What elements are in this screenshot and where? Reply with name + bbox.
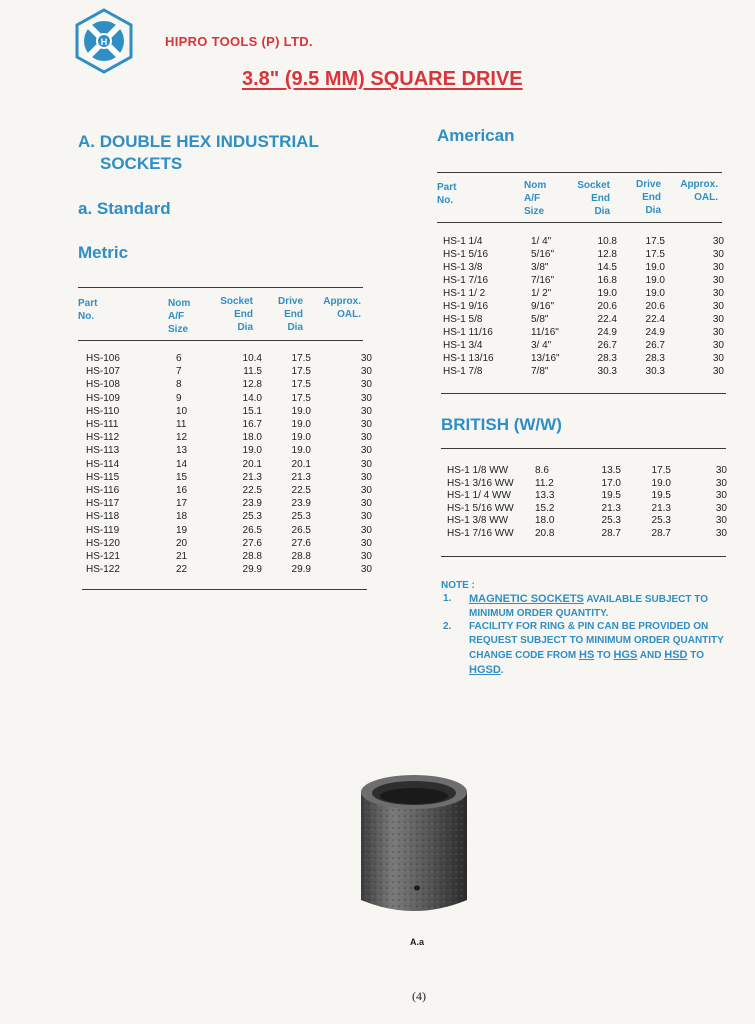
american-title: American [437, 126, 515, 145]
cell-socket: 30.3 [597, 366, 617, 377]
cell-drive: 17.5 [645, 236, 665, 247]
table-row [447, 489, 732, 502]
table-row [447, 464, 732, 477]
cell-nom: 5/8" [531, 314, 549, 325]
american-header-part: Part No. [437, 182, 457, 206]
cell-nom: 8.6 [535, 465, 549, 476]
cell-part: HS-113 [86, 445, 120, 457]
cell-drive: 19.0 [651, 477, 671, 489]
cell-socket: 26.7 [597, 340, 617, 351]
table-row [86, 550, 376, 563]
metric-top-rule [78, 287, 363, 288]
cell-socket: 14.5 [597, 262, 617, 273]
cell-socket: 19.5 [601, 490, 621, 501]
cell-drive: 28.7 [651, 527, 671, 539]
american-header-nom: Nom A/F Size [524, 180, 547, 217]
cell-oal: 30 [360, 498, 372, 510]
cell-part: HS-1 5/8 [443, 314, 483, 325]
cell-socket: 12.8 [242, 379, 262, 391]
cell-nom: 16 [176, 485, 188, 496]
cell-nom: 21 [176, 551, 188, 562]
cell-oal: 30 [712, 340, 724, 351]
cell-drive: 19.0 [645, 288, 665, 299]
cell-drive: 29.9 [291, 564, 311, 576]
section-heading [78, 131, 319, 175]
cell-socket: 19.0 [242, 445, 262, 457]
cell-nom: 9/16" [531, 301, 555, 312]
cell-part: HS-122 [86, 564, 120, 576]
cell-part: HS-110 [86, 405, 120, 417]
table-row [86, 537, 376, 550]
cell-oal: 30 [712, 275, 724, 286]
table-row [86, 524, 376, 537]
table-row [447, 477, 732, 490]
cell-oal: 30 [360, 485, 372, 496]
table-row [443, 352, 728, 365]
american-header-socket: Socket End Dia [577, 180, 610, 217]
cell-nom: 1/ 2" [531, 288, 552, 299]
cell-nom: 17 [176, 498, 188, 510]
cell-part: HS-106 [86, 353, 120, 364]
cell-drive: 22.5 [291, 485, 311, 496]
cell-part: HS-116 [86, 485, 120, 496]
table-row [447, 527, 732, 540]
cell-socket: 14.0 [242, 392, 262, 404]
cell-oal: 30 [715, 502, 727, 514]
cell-socket: 11.5 [243, 366, 262, 378]
cell-drive: 17.5 [291, 392, 311, 404]
cell-drive: 19.5 [651, 490, 671, 501]
american-bottom-rule [441, 393, 726, 394]
cell-part: HS-120 [86, 537, 120, 549]
cell-socket: 28.3 [597, 353, 617, 364]
cell-socket: 21.3 [601, 502, 621, 514]
cell-socket: 21.3 [242, 471, 262, 483]
table-row [86, 444, 376, 457]
american-header-rule [437, 222, 722, 223]
cell-nom: 7/16" [531, 275, 555, 286]
cell-part: HS-1 1/4 [443, 236, 483, 247]
cell-nom: 11.2 [535, 477, 554, 489]
cell-socket: 10.8 [597, 236, 617, 247]
section-heading-line1: A. DOUBLE HEX INDUSTRIAL [78, 132, 319, 151]
cell-part: HS-1 5/16 WW [447, 502, 514, 514]
american-top-rule [437, 172, 722, 173]
metric-header-drive: Drive End Dia [277, 296, 303, 333]
cell-part: HS-1 9/16 [443, 301, 489, 312]
cell-socket: 29.9 [242, 564, 262, 576]
magnetic-sockets-link: MAGNETIC SOCKETS [469, 593, 584, 605]
cell-drive: 19.0 [291, 445, 311, 457]
cell-drive: 25.3 [651, 515, 671, 526]
cell-part: HS-1 3/16 WW [447, 477, 514, 489]
cell-nom: 11/16" [531, 327, 559, 338]
cell-oal: 30 [360, 366, 372, 378]
cell-nom: 19 [176, 524, 188, 536]
cell-socket: 28.8 [242, 551, 262, 562]
cell-part: HS-111 [86, 419, 119, 430]
table-row [443, 287, 728, 300]
cell-part: HS-121 [86, 551, 120, 562]
cell-nom: 15.2 [535, 502, 555, 514]
cell-oal: 30 [712, 288, 724, 299]
cell-oal: 30 [715, 465, 727, 476]
subheading-standard: a. Standard [78, 199, 171, 218]
cell-drive: 19.0 [291, 419, 311, 430]
cell-socket: 22.5 [242, 485, 262, 496]
cell-socket: 28.7 [601, 527, 621, 539]
cell-socket: 19.0 [597, 288, 617, 299]
cell-drive: 19.0 [291, 432, 311, 444]
metric-header-socket: Socket End Dia [220, 296, 253, 333]
cell-oal: 30 [715, 490, 727, 501]
cell-nom: 20.8 [535, 527, 555, 539]
american-header-oal: Approx. OAL. [680, 179, 718, 203]
figure-caption: A.a [410, 937, 425, 947]
cell-drive: 21.3 [291, 471, 311, 483]
table-row [86, 458, 376, 471]
cell-part: HS-108 [86, 379, 120, 391]
cell-socket: 15.1 [242, 405, 262, 417]
cell-nom: 13.3 [535, 490, 555, 501]
note-label: NOTE : [441, 580, 475, 591]
cell-socket: 16.8 [597, 275, 617, 286]
cell-oal: 30 [712, 236, 724, 247]
cell-oal: 30 [360, 353, 372, 364]
metric-title: Metric [78, 243, 129, 262]
cell-part: HS-1 1/8 WW [447, 465, 509, 476]
cell-socket: 16.7 [242, 419, 262, 430]
table-row [86, 563, 376, 576]
cell-drive: 17.5 [651, 465, 671, 476]
cell-drive: 26.5 [291, 524, 311, 536]
table-row [443, 235, 728, 248]
cell-socket: 23.9 [242, 498, 262, 510]
metric-header-rule [78, 340, 363, 341]
cell-part: HS-1 7/16 WW [447, 527, 514, 539]
table-row [86, 418, 376, 431]
cell-socket: 25.3 [601, 515, 621, 526]
cell-part: HS-118 [86, 511, 120, 523]
cell-socket: 25.3 [242, 511, 262, 523]
table-row [443, 313, 728, 326]
table-row [86, 365, 376, 378]
cell-part: HS-1 1/ 2 [443, 288, 486, 299]
cell-drive: 20.6 [645, 301, 665, 312]
table-row [86, 392, 376, 405]
cell-socket: 20.1 [242, 458, 262, 470]
cell-nom: 14 [176, 458, 188, 470]
cell-part: HS-112 [86, 432, 120, 444]
cell-part: HS-1 11/16 [443, 327, 493, 338]
cell-part: HS-119 [86, 524, 120, 536]
page-number: (4) [412, 989, 426, 1003]
cell-oal: 30 [712, 262, 724, 273]
cell-oal: 30 [712, 301, 724, 312]
cell-part: HS-1 3/8 [443, 262, 483, 273]
table-row [443, 300, 728, 313]
cell-nom: 1/ 4" [531, 236, 552, 247]
cell-oal: 30 [360, 392, 372, 404]
cell-oal: 30 [715, 515, 727, 526]
cell-drive: 17.5 [291, 366, 311, 378]
page-title: 3.8" (9.5 MM) SQUARE DRIVE [242, 68, 523, 90]
cell-nom: 9 [176, 392, 182, 404]
table-row [86, 378, 376, 391]
cell-part: HS-1 7/8 [443, 366, 483, 377]
cell-nom: 13/16" [531, 353, 560, 364]
cell-drive: 19.0 [645, 275, 665, 286]
cell-drive: 21.3 [651, 502, 671, 514]
cell-nom: 13 [176, 445, 188, 457]
section-heading-line2: SOCKETS [100, 154, 183, 173]
company-name: HIPRO TOOLS (P) LTD. [165, 34, 313, 49]
table-row [443, 261, 728, 274]
british-bottom-rule [441, 556, 726, 557]
table-row [447, 514, 732, 527]
table-row [86, 484, 376, 497]
cell-drive: 17.5 [291, 353, 311, 364]
cell-oal: 30 [360, 458, 372, 470]
table-row [443, 326, 728, 339]
cell-socket: 20.6 [597, 301, 617, 312]
cell-nom: 18 [176, 511, 188, 523]
cell-socket: 22.4 [597, 314, 617, 325]
cell-oal: 30 [712, 353, 724, 364]
table-row [86, 352, 376, 365]
cell-part: HS-115 [86, 471, 120, 483]
table-row [86, 497, 376, 510]
table-row [443, 339, 728, 352]
cell-nom: 3/8" [531, 262, 549, 273]
cell-nom: 5/16" [531, 249, 555, 260]
cell-part: HS-107 [86, 366, 120, 378]
metric-header-nom: Nom A/F Size [168, 298, 191, 335]
cell-nom: 8 [176, 379, 182, 391]
cell-drive: 26.7 [645, 340, 665, 351]
svg-text:H: H [100, 37, 108, 47]
cell-oal: 30 [712, 314, 724, 325]
table-row [86, 510, 376, 523]
metric-header-part: Part No. [78, 298, 98, 322]
cell-oal: 30 [715, 477, 727, 489]
cell-oal: 30 [360, 445, 372, 457]
cell-drive: 30.3 [645, 366, 665, 377]
cell-nom: 7/8" [531, 366, 549, 377]
cell-part: HS-1 3/4 [443, 340, 483, 351]
cell-drive: 20.1 [291, 458, 311, 470]
cell-drive: 28.8 [291, 551, 311, 562]
cell-socket: 13.5 [601, 465, 621, 476]
cell-part: HS-109 [86, 392, 120, 404]
cell-socket: 18.0 [242, 432, 262, 444]
cell-socket: 24.9 [597, 327, 617, 338]
cell-nom: 7 [176, 366, 182, 378]
note-2: 2. FACILITY FOR RING & PIN CAN BE PROVIDED ON REQUEST SUBJECT TO MINIMUM ORDER QUANTITY CHANGE CODE FROM HS TO HGS AND HSD TO HGSD. [443, 621, 724, 676]
cell-socket: 12.8 [597, 249, 617, 260]
cell-oal: 30 [712, 327, 724, 338]
table-row [443, 248, 728, 261]
note-1: 1. MAGNETIC SOCKETS AVAILABLE SUBJECT TO MINIMUM ORDER QUANTITY. [443, 593, 708, 619]
table-row [447, 502, 732, 515]
table-row [86, 431, 376, 444]
british-title: BRITISH (W/W) [441, 415, 562, 434]
cell-nom: 3/ 4" [531, 340, 552, 351]
cell-oal: 30 [712, 249, 724, 260]
table-row [443, 274, 728, 287]
socket-photo-icon [355, 772, 473, 920]
metric-header-oal: Approx. OAL. [323, 296, 361, 320]
american-header-drive: Drive End Dia [635, 179, 661, 216]
cell-oal: 30 [360, 524, 372, 536]
cell-part: HS-1 1/ 4 WW [447, 490, 511, 501]
cell-drive: 19.0 [645, 262, 665, 273]
cell-drive: 19.0 [291, 405, 311, 417]
cell-drive: 27.6 [291, 537, 311, 549]
cell-socket: 27.6 [242, 537, 262, 549]
cell-nom: 18.0 [535, 515, 555, 526]
cell-part: HS-117 [86, 498, 120, 510]
cell-oal: 30 [360, 471, 372, 483]
cell-oal: 30 [712, 366, 724, 377]
metric-bottom-rule [82, 589, 367, 590]
cell-oal: 30 [360, 379, 372, 391]
cell-oal: 30 [360, 564, 372, 576]
cell-nom: 6 [176, 353, 182, 364]
cell-part: HS-1 5/16 [443, 249, 489, 260]
cell-oal: 30 [360, 405, 372, 417]
cell-oal: 30 [360, 432, 372, 444]
cell-nom: 22 [176, 564, 188, 576]
cell-oal: 30 [360, 551, 372, 562]
table-row [86, 471, 376, 484]
cell-drive: 17.5 [645, 249, 665, 260]
cell-drive: 24.9 [645, 327, 665, 338]
cell-drive: 23.9 [291, 498, 311, 510]
cell-nom: 20 [176, 537, 188, 549]
cell-oal: 30 [360, 511, 372, 523]
cell-nom: 15 [176, 471, 188, 483]
cell-drive: 25.3 [291, 511, 311, 523]
cell-socket: 17.0 [601, 477, 621, 489]
table-row [443, 365, 728, 378]
cell-nom: 10 [176, 405, 188, 417]
cell-drive: 28.3 [645, 353, 665, 364]
cell-nom: 11 [176, 419, 187, 430]
cell-socket: 26.5 [242, 524, 262, 536]
table-row [86, 405, 376, 418]
cell-oal: 30 [360, 419, 372, 430]
cell-part: HS-1 7/16 [443, 275, 489, 286]
cell-part: HS-114 [86, 458, 120, 470]
cell-nom: 12 [176, 432, 188, 444]
cell-drive: 22.4 [645, 314, 665, 325]
cell-oal: 30 [360, 537, 372, 549]
cell-drive: 17.5 [291, 379, 311, 391]
cell-part: HS-1 13/16 [443, 353, 494, 364]
british-top-rule [441, 448, 726, 449]
cell-socket: 10.4 [242, 353, 262, 364]
cell-part: HS-1 3/8 WW [447, 515, 509, 526]
cell-oal: 30 [715, 527, 727, 539]
hex-wrench-logo-icon [74, 8, 134, 74]
